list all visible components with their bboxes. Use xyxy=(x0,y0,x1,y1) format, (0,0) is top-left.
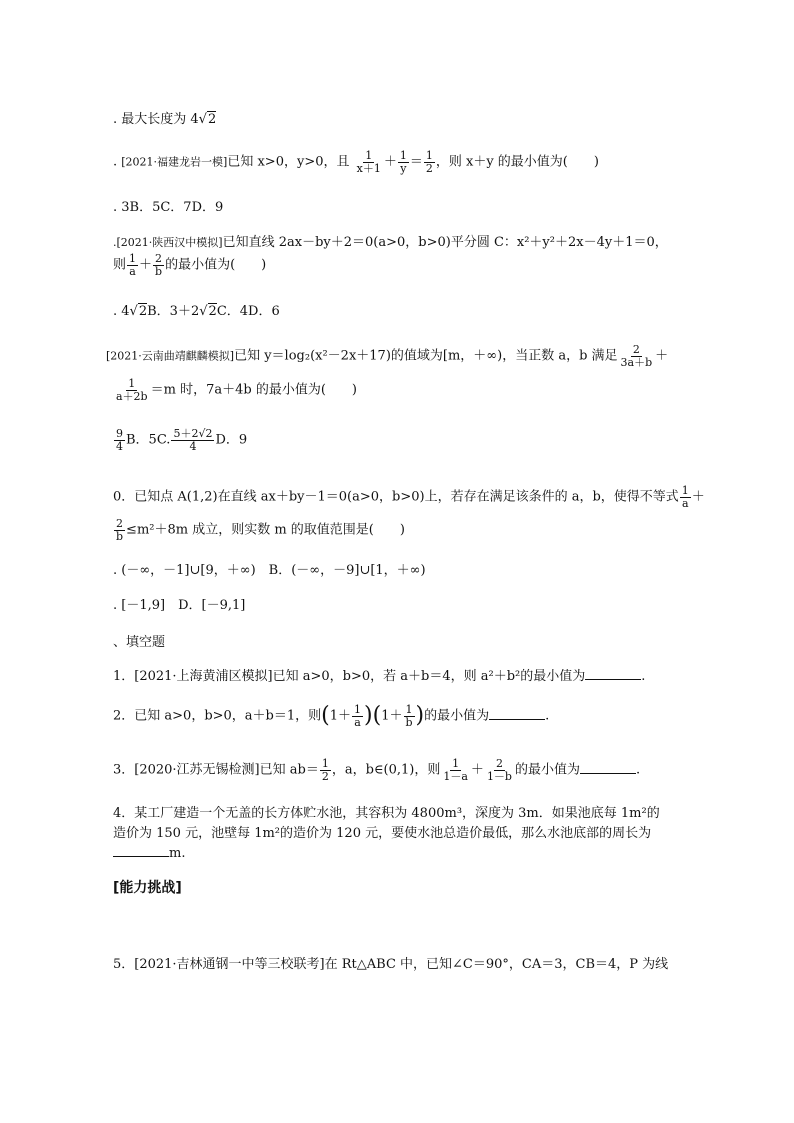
text: . 最大长度为 4 xyxy=(113,112,199,127)
fill-question-2: 2．已知 a>0，b>0，a＋b＝1，则(1＋ $\frac{1}{a}$ )(1＋ $\frac{1}{b}$ )的最小值为 . xyxy=(113,703,550,729)
question-4: [2021·云南曲靖麒麟模拟]已知 y＝log₂(x²－2x＋17)的值域为[m，＋∞)，当正数 a，b 满足 $\frac{2}{3a+b}$ ＋ xyxy=(106,343,669,369)
fill-question-4-line2: 造价为 150 元，池壁每 1m²的造价为 120 元，要使水池总造价最低，那么水池底部的周长为 xyxy=(113,826,652,841)
fill-question-3: 3．[2020·江苏无锡检测]已知 ab＝ $\frac{1}{2}$ ，a，b∈(0,1)，则 $\frac{1}{1-a}$ ＋ $\frac{2}{1-b}$ 的最小值为 . xyxy=(113,757,641,783)
section-ability-heading: [能力挑战] xyxy=(113,880,182,896)
question-2-options: . 3B．5C．7D．9 xyxy=(113,200,224,215)
text: 0．已知点 A(1,2)在直线 ax＋by－1＝0(a>0，b>0)上，若存在满足该条件的 a，b，使得不等式 xyxy=(113,489,679,505)
fraction: $\frac{1}{a+2b}$ xyxy=(116,377,148,403)
answer-blank xyxy=(585,668,641,680)
fraction: $\frac{1}{a}$ xyxy=(681,484,689,510)
question-4-line2: $\frac{1}{a+2b}$ ＝m 时，7a＋4b 的最小值为( ) xyxy=(116,377,357,403)
question-4-options: $\frac{9}{4}$ B．5C. $\frac{5+2√2}{4}$ D．9 xyxy=(116,427,248,453)
text: 已知 y＝log₂(x²－2x＋17)的值域为[m，＋∞)，当正数 a，b 满足 xyxy=(234,348,618,364)
fraction: $\frac{2}{b}$ xyxy=(155,252,163,278)
text: 1．[2021·上海黄浦区模拟]已知 a>0，b>0，若 a＋b＝4，则 a²＋b²的最小值为 xyxy=(113,669,586,684)
answer-line-max-length xyxy=(113,112,216,128)
question-5-line2: $\frac{2}{b}$ ≤m²＋8m 成立，则实数 m 的取值范围是( ) xyxy=(116,517,405,543)
fraction: $\frac{1}{1-a}$ xyxy=(443,757,468,783)
source: [2021·云南曲靖麒麟模拟] xyxy=(106,349,235,363)
fraction: $\frac{1}{x+1}$ xyxy=(356,149,381,175)
sqrt: √2 xyxy=(198,112,217,127)
text: 已知 x>0，y>0，且 xyxy=(227,154,350,170)
answer-blank xyxy=(489,708,545,720)
sqrt: √2 xyxy=(199,304,217,319)
fraction: $\frac{1}{a}$ xyxy=(354,703,362,729)
fraction: $\frac{1}{b}$ xyxy=(405,703,413,729)
question-3-options: . 4√2B．3＋2√2C．4D．6 xyxy=(113,304,280,319)
question-3-line2: 则 $\frac{1}{a}$ ＋ $\frac{2}{b}$ 的最小值为( ) xyxy=(113,252,267,278)
fill-question-5: 5．[2021·吉林通钢一中等三校联考]在 Rt△ABC 中，已知∠C＝90°，CA＝3，CB＝4，P 为线 xyxy=(113,957,669,972)
fraction: $\frac{5+2√2}{4}$ xyxy=(173,427,213,453)
fraction: $\frac{9}{4}$ xyxy=(116,427,123,453)
fraction: $\frac{2}{1-b}$ xyxy=(486,757,512,783)
question-5-options-cd: . [－1,9] D．[－9,1] xyxy=(113,598,246,613)
question-5-options-ab: . (－∞，－1]∪[9，＋∞) B．(－∞，－9]∪[1，＋∞) xyxy=(113,563,426,578)
fill-question-4-line3: m. xyxy=(113,845,185,862)
fraction: $\frac{1}{2}$ xyxy=(321,757,329,783)
fraction: $\frac{1}{2}$ xyxy=(425,149,433,175)
fraction: $\frac{1}{y}$ xyxy=(399,149,407,175)
source: .[2021·陕西汉中模拟] xyxy=(113,236,223,249)
fraction: $\frac{1}{a}$ xyxy=(129,252,137,278)
fraction: $\frac{2}{3a+b}$ xyxy=(620,343,653,369)
fill-question-4-line1: 4．某工厂建造一个无盖的长方体贮水池，其容积为 4800m³，深度为 3m．如果池底每 1m²的 xyxy=(113,806,660,821)
fraction: $\frac{2}{b}$ xyxy=(116,517,124,543)
text: 已知直线 2ax－by＋2＝0(a>0，b>0)平分圆 C：x²＋y²＋2x－4y＋1＝0， xyxy=(222,235,668,250)
section-fill-blank-heading: 、填空题 xyxy=(113,635,166,650)
source: [2021·福建龙岩一模] xyxy=(121,155,228,169)
question-3 xyxy=(113,235,668,251)
sqrt: √2 xyxy=(129,304,148,319)
question-5: 0．已知点 A(1,2)在直线 ax＋by－1＝0(a>0，b>0)上，若存在满足该条件的 a，b，使得不等式 $\frac{1}{a}$ ＋ xyxy=(113,484,705,510)
answer-blank xyxy=(113,845,169,857)
fill-question-1: 1．[2021·上海黄浦区模拟]已知 a>0，b>0，若 a＋b＝4，则 a²＋b²的最小值为 . xyxy=(113,669,646,684)
question-2: . [2021·福建龙岩一模]已知 x>0，y>0，且 $\frac{1}{x+1}$ ＋ $\frac{1}{y}$ ＝ $\frac{1}{2}$ ，则 x＋y 的最小值为( ) xyxy=(113,149,599,175)
answer-blank xyxy=(580,762,636,774)
